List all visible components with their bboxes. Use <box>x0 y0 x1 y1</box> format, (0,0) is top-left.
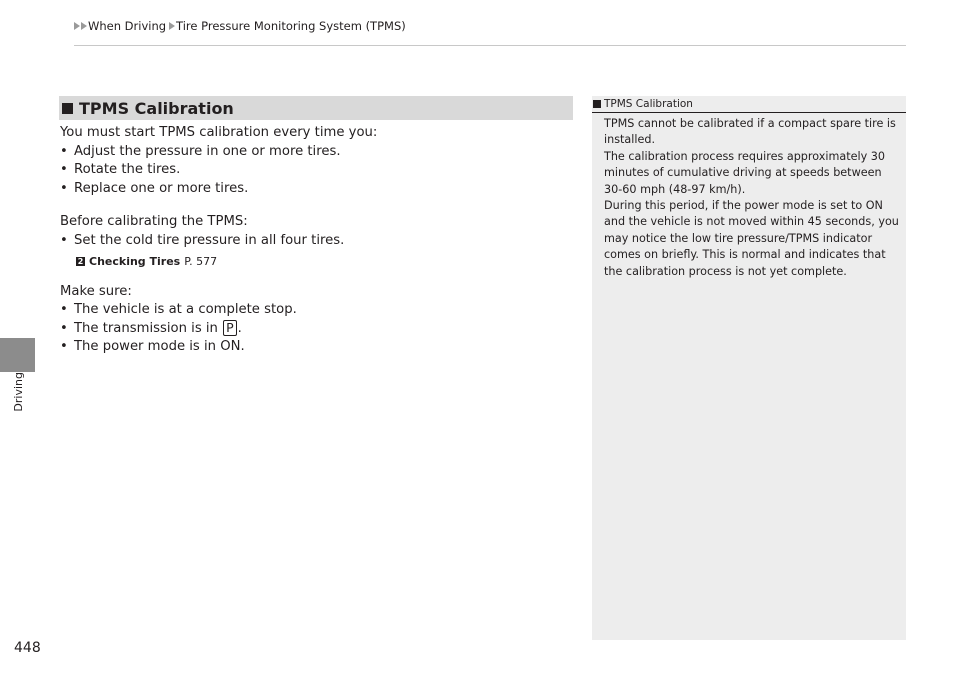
section-square-icon <box>62 103 73 114</box>
list-item: • Set the cold tire pressure in all four tires. <box>60 232 580 251</box>
breadcrumb-item-when-driving[interactable]: When Driving <box>88 19 167 33</box>
breadcrumb-item-tpms[interactable]: Tire Pressure Monitoring System (TPMS) <box>176 19 406 33</box>
sidebar-paragraph: During this period, if the power mode is set to ON and the vehicle is not moved within 45 seconds, you may notice the low tire pressure/TPMS indicator comes on briefly. This is normal and indicates that the calibration process is not yet complete. <box>604 199 899 278</box>
bullet-icon: • <box>60 232 68 248</box>
section-title: TPMS Calibration <box>79 98 234 118</box>
list-item: • Adjust the pressure in one or more tires. <box>60 143 580 162</box>
make-sure-heading: Make sure: <box>60 283 132 299</box>
list-item: • The vehicle is at a complete stop. <box>60 301 580 320</box>
reference-title: Checking Tires <box>89 254 181 268</box>
header-divider <box>74 45 906 46</box>
before-heading: Before calibrating the TPMS: <box>60 214 248 230</box>
reference-page: P. 577 <box>184 254 218 268</box>
intro-text: You must start TPMS calibration every time you: <box>60 125 378 140</box>
bullet-icon: • <box>60 320 68 336</box>
bullet-icon: • <box>60 180 68 196</box>
bullet-icon: • <box>60 162 68 178</box>
main-content <box>60 124 580 357</box>
sidebar-note-heading: TPMS Calibration <box>592 96 906 113</box>
bullet-icon: • <box>60 143 68 159</box>
bullet-icon: • <box>60 302 68 318</box>
list-item: • The transmission is in P . <box>60 320 580 339</box>
page-number: 448 <box>14 640 41 656</box>
gear-p-icon: P <box>223 320 237 336</box>
sidebar-note-text <box>604 116 900 280</box>
chapter-tab-label: Driving <box>12 372 25 412</box>
list-item: • Rotate the tires. <box>60 161 580 180</box>
list-item: • Replace one or more tires. <box>60 180 580 199</box>
section-heading-bar <box>59 96 573 120</box>
breadcrumb-arrow-icon <box>81 22 87 30</box>
sidebar-paragraph: The calibration process requires approximately 30 minutes of cumulative driving at speeds between 30-60 mph (48-97 km/h). <box>604 149 886 196</box>
note-icon <box>593 100 601 108</box>
breadcrumb-arrow-icon <box>74 22 80 30</box>
breadcrumb <box>74 19 406 33</box>
sidebar-paragraph: TPMS cannot be calibrated if a compact spare tire is installed. <box>604 117 896 147</box>
chapter-tab[interactable] <box>0 338 35 372</box>
list-item: • The power mode is in ON. <box>60 338 580 357</box>
cross-reference-link[interactable] <box>76 251 580 273</box>
breadcrumb-arrow-icon <box>169 22 175 30</box>
bullet-icon: • <box>60 339 68 355</box>
reference-arrow-icon: 2 <box>77 257 84 267</box>
